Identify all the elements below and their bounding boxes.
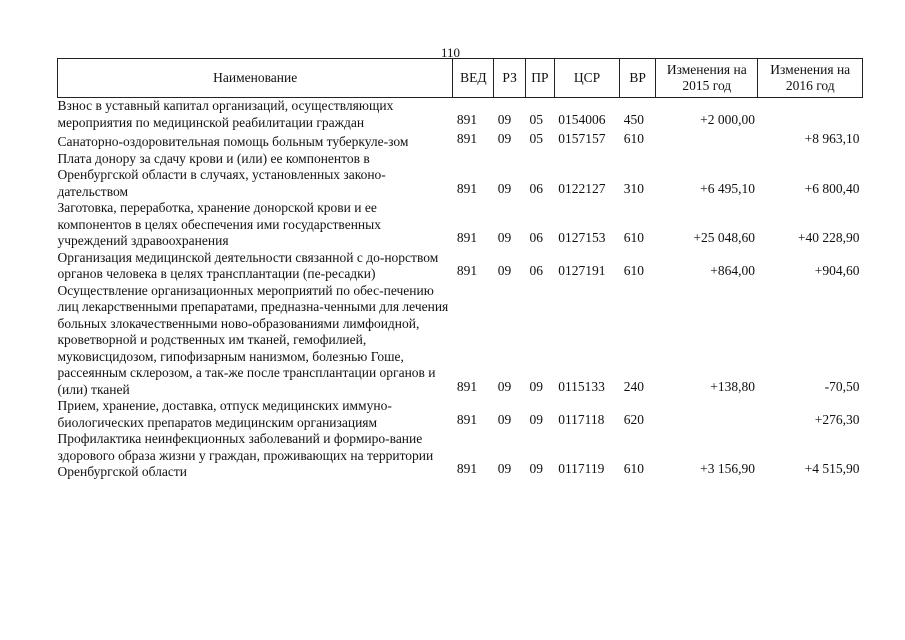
cell-pr: 05 — [529, 131, 544, 146]
cell-change-2016: +40 228,90 — [797, 230, 860, 245]
cell-csr: 0127153 — [558, 230, 606, 245]
budget-table — [57, 58, 863, 481]
cell-ved: 891 — [456, 180, 478, 196]
cell-change-2016 — [758, 98, 863, 132]
cell-change-2016: +904,60 — [814, 263, 860, 278]
cell-name: Взнос в уставный капитал организаций, осуществляющих мероприятия по медицинской реабилитации граждан — [57, 98, 394, 130]
cell-vr: 610 — [623, 461, 644, 476]
cell-change-2015: +6 495,10 — [700, 180, 755, 196]
table-row — [58, 131, 863, 151]
cell-change-2016: +4 515,90 — [804, 461, 860, 476]
cell-pr: 06 — [529, 263, 544, 278]
cell-change-2015: +864,00 — [710, 263, 755, 278]
cell-name: Профилактика неинфекционных заболеваний и формиро-вание здорового образа жизни у граждан, проживающих на территории Оренбургской области — [57, 431, 434, 479]
cell-name: Прием, хранение, доставка, отпуск медицинских иммуно-биологических препаратов медицинским организациям — [57, 398, 392, 430]
table-row — [58, 250, 863, 283]
header-change-2015: Изменения на 2015 год — [656, 59, 758, 98]
cell-change-2016: -70,50 — [824, 378, 860, 394]
header-change-2016: Изменения на 2016 год — [758, 59, 863, 98]
cell-pr: 09 — [529, 378, 544, 394]
cell-change-2016: +8 963,10 — [804, 131, 860, 146]
cell-vr: 240 — [623, 378, 644, 394]
cell-name: Санаторно-оздоровительная помощь больным туберкуле-зом — [57, 134, 409, 149]
header-pr: ПР — [526, 59, 555, 98]
cell-vr: 310 — [623, 180, 644, 196]
cell-csr: 0127191 — [558, 263, 606, 278]
cell-rz: 09 — [497, 180, 512, 196]
cell-vr: 610 — [623, 230, 644, 245]
cell-csr: 0157157 — [558, 131, 606, 146]
cell-csr: 0117119 — [558, 461, 605, 476]
cell-csr: 0122127 — [558, 180, 606, 196]
cell-ved: 891 — [456, 411, 478, 427]
cell-ved: 891 — [456, 263, 478, 278]
cell-rz: 09 — [497, 378, 512, 394]
table-row — [58, 151, 863, 201]
cell-change-2015: +2 000,00 — [700, 111, 755, 127]
cell-pr: 06 — [529, 230, 544, 245]
cell-change-2015: +25 048,60 — [693, 230, 755, 245]
cell-ved: 891 — [456, 461, 478, 476]
table-row — [58, 283, 863, 399]
cell-pr: 09 — [529, 411, 544, 427]
header-csr: ЦСР — [554, 59, 620, 98]
cell-rz: 09 — [497, 411, 512, 427]
cell-change-2016: +276,30 — [814, 411, 860, 427]
cell-name: Плата донору за сдачу крови и (или) ее компонентов в Оренбургской области в случаях, установленных законо-дательством — [57, 150, 386, 199]
cell-rz: 09 — [497, 131, 512, 146]
cell-change-2015 — [656, 398, 758, 431]
header-vr: ВР — [620, 59, 656, 98]
table-row — [58, 200, 863, 250]
cell-pr: 05 — [529, 111, 544, 127]
cell-ved: 891 — [456, 111, 478, 127]
cell-csr: 0154006 — [558, 111, 606, 127]
cell-pr: 06 — [529, 180, 544, 196]
cell-csr: 0115133 — [558, 378, 605, 394]
cell-ved: 891 — [456, 378, 478, 394]
cell-rz: 09 — [497, 263, 512, 278]
cell-rz: 09 — [497, 111, 512, 127]
cell-change-2016: +6 800,40 — [804, 180, 860, 196]
cell-name: Организация медицинской деятельности связанной с до-норством органов человека в целях трансплантации (пе-ресадки) — [57, 249, 439, 281]
cell-vr: 610 — [623, 263, 644, 278]
cell-vr: 610 — [623, 131, 644, 146]
cell-change-2015: +3 156,90 — [700, 461, 755, 476]
cell-ved: 891 — [456, 131, 478, 146]
cell-vr: 620 — [623, 411, 644, 427]
page-number: 110 — [441, 45, 461, 60]
cell-name: Заготовка, переработка, хранение донорской крови и ее компонентов в целях обеспечения ими государственных учреждений здравоохранения — [57, 200, 381, 248]
cell-ved: 891 — [456, 230, 478, 245]
header-name: Наименование — [58, 59, 453, 98]
cell-change-2015: +138,80 — [710, 378, 755, 394]
cell-change-2015 — [656, 131, 758, 151]
table-row — [58, 398, 863, 431]
cell-rz: 09 — [497, 230, 512, 245]
table-row — [58, 431, 863, 481]
cell-rz: 09 — [497, 461, 512, 476]
cell-csr: 0117118 — [558, 411, 605, 427]
cell-pr: 09 — [529, 461, 544, 476]
cell-vr: 450 — [623, 111, 644, 127]
table-header-row — [58, 59, 863, 98]
header-rz: РЗ — [494, 59, 526, 98]
table-row — [58, 98, 863, 132]
header-ved: ВЕД — [453, 59, 494, 98]
cell-name: Осуществление организационных мероприятий по обес-печению лиц лекарственными препаратами, предназна-ченными для лечения больных злокачественными ново-образованиями лимфоидной, кроветворной и родственных им тканей, гемофилией, муковисцидозом, гипофизарным нанизмом, болезнью Гоше, рассеянным склерозом, а так-же после трансплантации органов и (или) тканей — [57, 282, 449, 397]
